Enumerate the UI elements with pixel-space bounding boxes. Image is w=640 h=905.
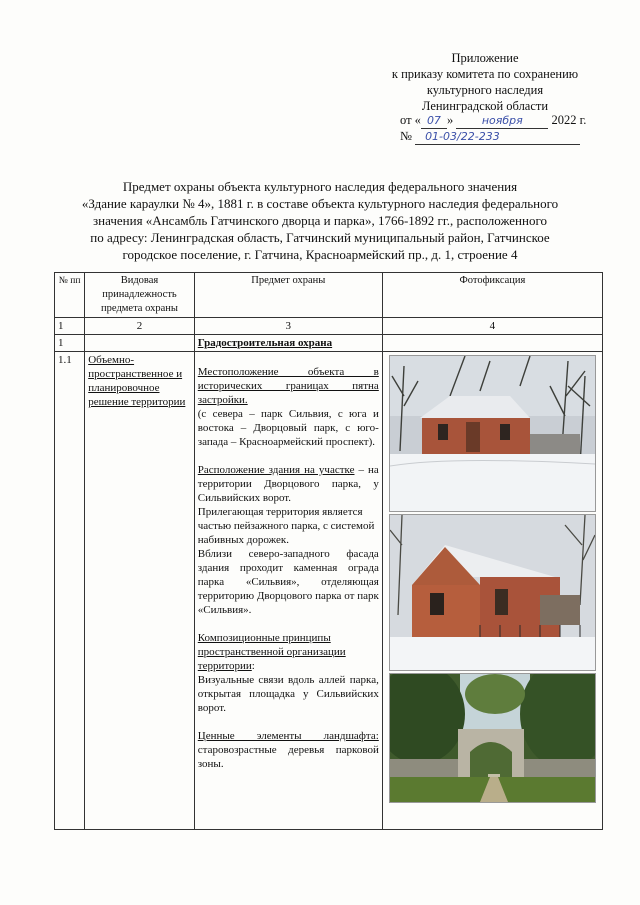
- order-number: [400, 129, 580, 145]
- appendix-line-4: Ленинградской области: [421, 99, 549, 113]
- appendix-line-1: Приложение: [451, 51, 519, 65]
- section-title: Градостроительная охрана: [194, 335, 382, 352]
- title-line-4: по адресу: Ленинградская область, Гатчинский муниципальный район, Гатчинское: [90, 230, 550, 245]
- row-1-1: [55, 352, 603, 830]
- landscape-heading: Ценные элементы ландшафта:: [197, 730, 379, 742]
- header-row: [55, 273, 603, 318]
- placement-text-2: Прилегающая территория является частью пейзажного парка, с системой набивных дорожек.: [197, 506, 375, 546]
- title-line-5: городское поселение, г. Гатчина, Красноармейский пр., д. 1, строение 4: [122, 247, 518, 262]
- placement-text: – на территории Дворцового парка, у Сильвийских ворот.: [197, 464, 379, 504]
- date-mid: »: [446, 113, 454, 127]
- date-day-value: 07: [426, 114, 441, 127]
- placement-text-3: Вблизи северо-западного фасада здания проходит каменная ограда парка «Сильвия», отделяющая территорию Дворцового парка от парк «Сильвия».: [197, 548, 379, 616]
- numbering-cell: 3: [194, 318, 382, 335]
- landscape-text: старовозрастные деревья парковой зоны.: [197, 744, 379, 770]
- photo-winter-house-2: [389, 514, 596, 671]
- number-field: [415, 129, 580, 145]
- header-type: Видовая принадлежность предмета охраны: [85, 273, 195, 318]
- numbering-cell: 1: [55, 318, 85, 335]
- row-type: Объемно-пространственное и планировочное решение территории: [85, 352, 195, 830]
- section-empty: [382, 335, 602, 352]
- numbering-cell: 4: [382, 318, 602, 335]
- header-subject: Предмет охраны: [194, 273, 382, 318]
- order-date: [400, 113, 586, 129]
- protection-table: [54, 272, 603, 830]
- row-subject: Местоположение объекта в исторических границах пятна застройки. (с севера – парк Сильвия, с юга и востока – Дворцовый парк, с юго-запада – Красноармейский проспект). Расположение здания на участке – на территории Дворцового парка, у Сильвийских ворот. Прилегающая территория является частью пейзажного парка, с системой набивных дорожек. Вблизи северо-западного фасада здания проходит каменная ограда парка «Сильвия», отделяющая территорию Дворцового парка от парк «Сильвия». Композиционные принципы пространственной организации территории: Визуальные связи вдоль аллей парка, открытая площадка у Сильвийских ворот. Ценные элементы ландшафта: старовозрастные деревья парковой зоны.: [194, 352, 382, 830]
- numbering-row: [55, 318, 603, 335]
- section-empty: [85, 335, 195, 352]
- date-year: 2022 г.: [551, 113, 587, 127]
- composition-text: Визуальные связи вдоль аллей парка, открытая площадка у Сильвийских ворот.: [197, 674, 379, 714]
- date-month-value: ноября: [481, 114, 523, 127]
- date-month: [456, 113, 548, 129]
- section-row: [55, 335, 603, 352]
- number-value: 01-03/22-233: [425, 130, 500, 143]
- title-line-2: «Здание караулки № 4», 1881 г. в составе объекта культурного наследия федерального: [81, 196, 559, 211]
- row-photos: [382, 352, 602, 830]
- header-photo: Фотофиксация: [382, 273, 602, 318]
- date-prefix: от «: [400, 113, 421, 127]
- location-text: (с севера – парк Сильвия, с юга и востока – Дворцовый парк, с юго-запада – Красноармейский проспект).: [197, 408, 379, 448]
- appendix-line-2: к приказу комитета по сохранению: [391, 67, 579, 81]
- section-num: 1: [55, 335, 85, 352]
- date-day: [421, 113, 447, 129]
- placement-heading: Расположение здания на участке: [197, 464, 355, 476]
- row-num: 1.1: [55, 352, 85, 830]
- document-title: [60, 178, 580, 263]
- photo-park-gate: [389, 673, 596, 803]
- number-prefix: №: [400, 129, 412, 143]
- numbering-cell: 2: [85, 318, 195, 335]
- location-heading: Местоположение объекта в исторических границах пятна застройки.: [197, 366, 379, 406]
- title-line-1: Предмет охраны объекта культурного наследия федерального значения: [122, 179, 518, 194]
- header-num: № пп: [55, 273, 85, 318]
- composition-heading: Композиционные принципы пространственной организации территории: [197, 632, 346, 672]
- photo-winter-house-1: [389, 355, 596, 512]
- title-line-3: значения «Ансамбль Гатчинского дворца и парка», 1766-1892 гг., расположенного: [93, 213, 547, 228]
- appendix-line-3: культурного наследия: [426, 83, 544, 97]
- appendix-header: [360, 50, 610, 114]
